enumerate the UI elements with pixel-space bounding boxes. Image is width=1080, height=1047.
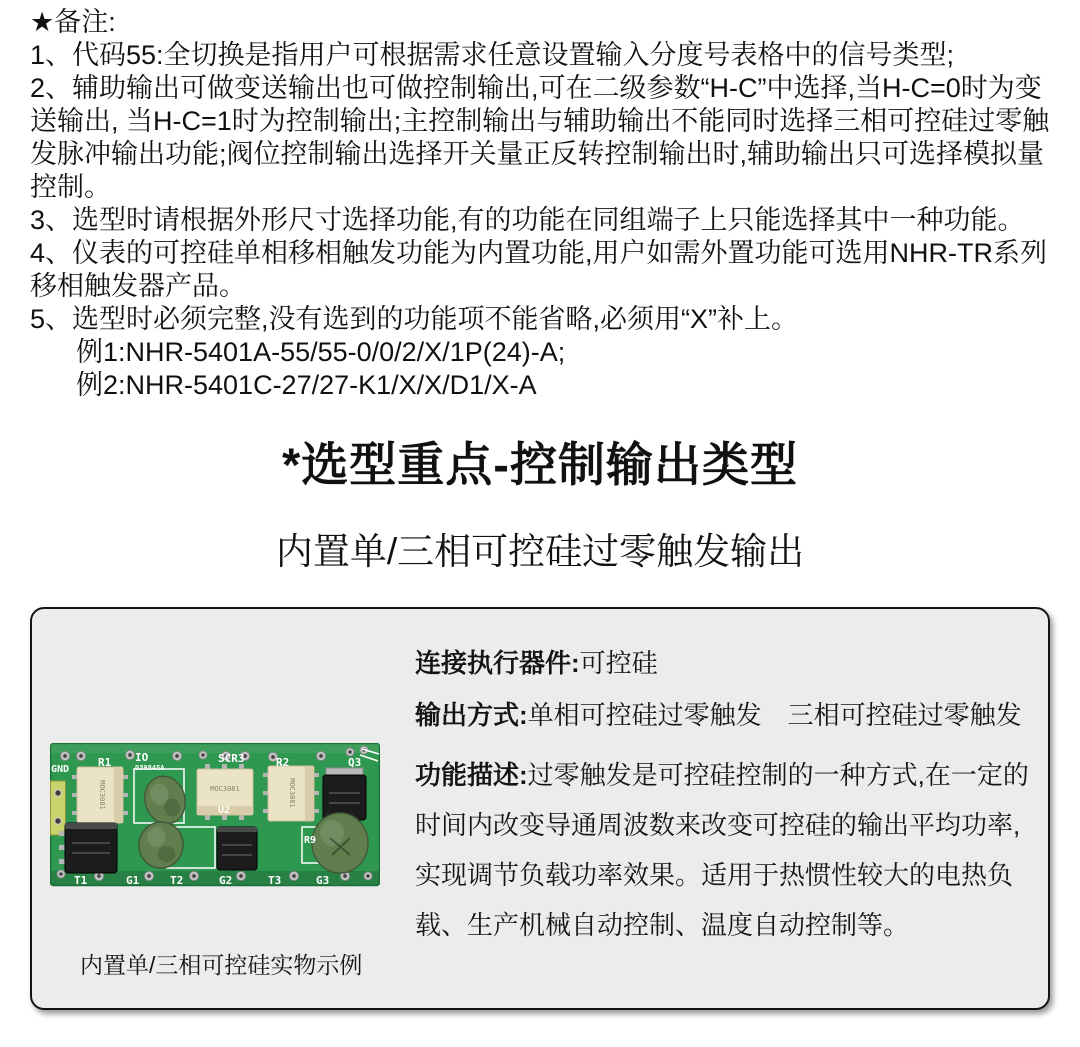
spec-function-desc <box>415 750 1037 950</box>
pcb-label-r2: R2 <box>276 756 290 769</box>
spec-output-mode-value: 单相可控硅过零触发 三相可控硅过零触发 <box>527 700 1022 730</box>
section-heading: *选型重点-控制输出类型 <box>282 438 798 491</box>
pcb-label-io: IO <box>135 751 149 764</box>
pcb-chip-3 <box>263 766 319 821</box>
spec-function-desc-value: 过零触发是可控硅控制的一种方式,在一定的时间内改变导通周波数来改变可控硅的输出平均功率,实现调节负载功率效果。适用于热惯性较大的电热负载、生产机械自动控制、温度自动控制等。 <box>415 760 1029 940</box>
spec-actuator-value: 可控硅 <box>579 648 658 678</box>
section-subheading: 内置单/三相可控硅过零触发输出 <box>275 531 805 572</box>
pcb-label-q3: Q3 <box>348 756 362 769</box>
spec-output-mode-label: 输出方式: <box>415 700 528 730</box>
pcb-label-r1: R1 <box>98 756 112 769</box>
pcb-chip-1 <box>72 767 128 823</box>
chip-label: MOC3081 <box>210 785 240 793</box>
spec-list <box>415 646 1037 950</box>
pcb-photo <box>50 743 380 888</box>
pcb-varistor-3 <box>312 813 368 873</box>
spec-function-desc-label: 功能描述: <box>415 760 528 790</box>
pcb-label-u2: U2 <box>218 805 231 816</box>
note-item-1: 1、代码55:全切换是指用户可根据需求任意设置输入分度号表格中的信号类型; <box>30 40 955 70</box>
pcb-label-t3: T3 <box>268 874 282 887</box>
pcb-label-scr3: SCR3 <box>218 752 245 765</box>
pcb-triac-3 <box>323 768 366 820</box>
note-item-2: 2、辅助输出可做变送输出也可做控制输出,可在二级参数“H-C”中选择,当H-C=0时为变送输出, 当H-C=1时为控制输出;主控制输出与辅助输出不能同时选择三相可控硅过零触发脉冲输出功能;阀位控制输出选择开关量正反转控制输出时,辅助输出只可选择模拟量控制。 <box>30 73 1050 202</box>
notes-section <box>30 6 1054 402</box>
pcb-gnd-pad <box>51 781 66 835</box>
product-card <box>30 607 1050 1010</box>
spec-output-mode <box>415 698 1037 733</box>
pcb-triac-2 <box>217 827 257 870</box>
pcb-caption: 内置单/三相可控硅实物示例 <box>80 952 363 978</box>
pcb-label-t2: T2 <box>170 874 184 887</box>
note-example-1: 例1:NHR-5401A-55/55-0/0/2/X/1P(24)-A; <box>76 337 566 367</box>
spec-actuator-label: 连接执行器件: <box>415 648 580 678</box>
pcb-label-g2: G2 <box>219 874 233 887</box>
chip-label: MOC3081 <box>288 778 296 808</box>
notes-title: ★备注: <box>30 7 116 37</box>
chip-label: MOC3081 <box>98 780 106 810</box>
pcb-label-r9: R9 <box>304 835 317 846</box>
note-example-2: 例2:NHR-5401C-27/27-K1/X/X/D1/X-A <box>76 370 537 400</box>
pcb-label-g1: G1 <box>126 874 140 887</box>
note-item-3: 3、选型时请根据外形尺寸选择功能,有的功能在同组端子上只能选择其中一种功能。 <box>30 205 1025 235</box>
pcb-triac-1 <box>59 823 117 873</box>
spec-actuator <box>415 646 1037 681</box>
note-item-4: 4、仪表的可控硅单相移相触发功能为内置功能,用户如需外置功能可选用NHR-TR系列移相触发器产品。 <box>30 238 1047 301</box>
pcb-label-gnd: GND <box>51 764 70 775</box>
pcb-label-g3: G3 <box>316 874 330 887</box>
pcb-label-d39845a: D39845A <box>135 764 165 772</box>
pcb-label-t1: T1 <box>74 874 88 887</box>
note-item-5: 5、选型时必须完整,没有选到的功能项不能省略,必须用“X”补上。 <box>30 304 799 334</box>
